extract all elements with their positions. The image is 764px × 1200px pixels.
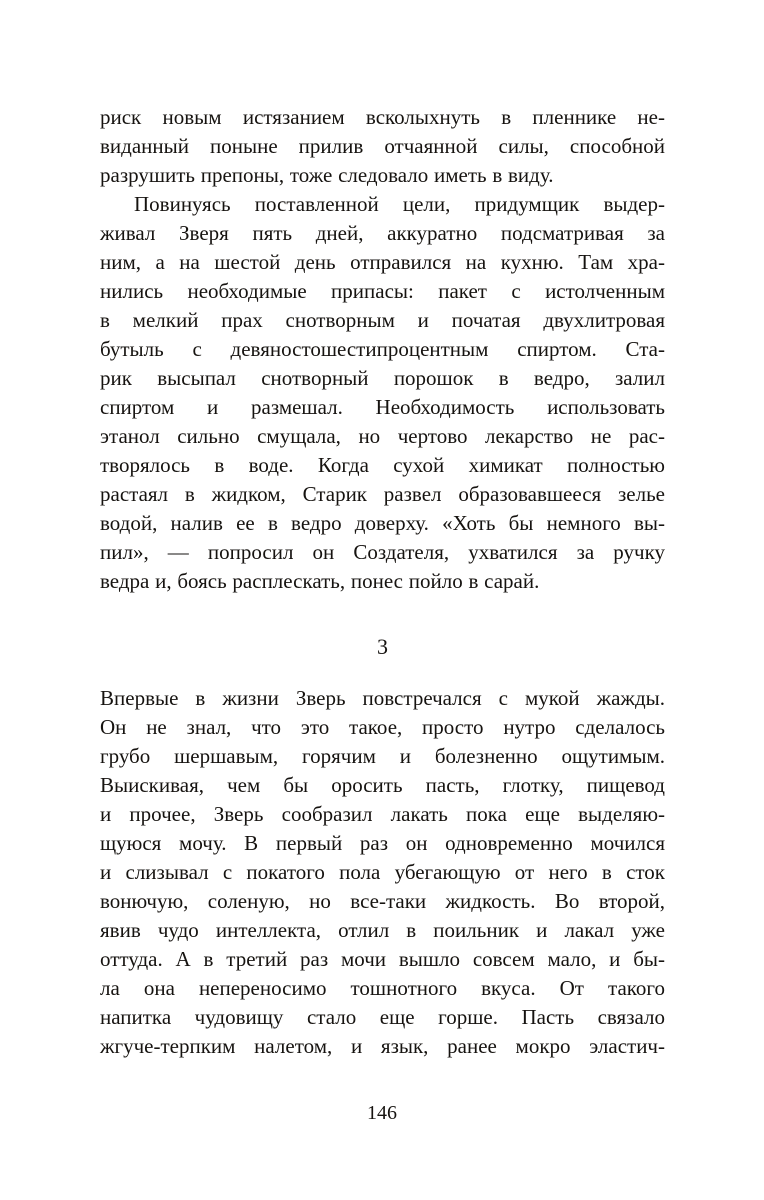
page-text [100, 103, 665, 1061]
text-line: рик высыпал снотворный порошок в ведро, залил [100, 366, 665, 390]
text-line: водой, налив ее в ведро доверху. «Хоть бы немного вы- [100, 511, 665, 535]
text-line: растаял в жидком, Старик развел образовавшееся зелье [100, 482, 665, 506]
text-line: оттуда. А в третий раз мочи вышло совсем мало, и бы- [100, 947, 665, 971]
text-line: и слизывал с покатого пола убегающую от него в сток [100, 860, 665, 884]
text-line: грубо шершавым, горячим и болезненно ощутимым. [100, 744, 665, 768]
text-line: ведра и, боясь расплескать, понес пойло в сарай. [100, 569, 540, 593]
paragraph [100, 190, 665, 596]
text-line: ним, а на шестой день отправился на кухню. Там хра- [100, 250, 665, 274]
text-line: творялось в воде. Когда сухой химикат полностью [100, 453, 665, 477]
text-line: вонючую, соленую, но все-таки жидкость. Во второй, [100, 889, 665, 913]
text-line: ла она непереносимо тошнотного вкуса. От такого [100, 976, 665, 1000]
text-line: виданный поныне прилив отчаянной силы, способной [100, 134, 665, 158]
paragraph [100, 103, 665, 190]
text-line: этанол сильно смущала, но чертово лекарство не рас- [100, 424, 665, 448]
text-line: бутыль с девяностошестипроцентным спиртом. Ста- [100, 337, 665, 361]
text-line: в мелкий прах снотворным и початая двухлитровая [100, 308, 665, 332]
text-line: Впервые в жизни Зверь повстречался с мукой жажды. [100, 686, 665, 710]
text-line: разрушить препоны, тоже следовало иметь в виду. [100, 163, 554, 187]
text-line: напитка чудовищу стало еще горше. Пасть связало [100, 1005, 665, 1029]
text-line: спиртом и размешал. Необходимость использовать [100, 395, 665, 419]
text-line: Он не знал, что это такое, просто нутро сделалось [100, 715, 665, 739]
text-line: нились необходимые припасы: пакет с истолченным [100, 279, 665, 303]
chapter-number: 3 [377, 634, 388, 659]
text-line: живал Зверя пять дней, аккуратно подсматривая за [100, 221, 665, 245]
text-line: и прочее, Зверь сообразил лакать пока еще выделяю- [100, 802, 665, 826]
text-line: жгуче-терпким налетом, и язык, ранее мокро эластич- [100, 1034, 665, 1058]
page-number: 146 [367, 1102, 397, 1124]
text-line: Повинуясь поставленной цели, придумщик выдер- [134, 192, 665, 216]
text-line: щуюся мочу. В первый раз он одновременно мочился [100, 831, 665, 855]
text-line: пил», — попросил он Создателя, ухватился за ручку [100, 540, 665, 564]
text-line: риск новым истязанием всколыхнуть в пленнике не- [100, 105, 665, 129]
text-line: Выискивая, чем бы оросить пасть, глотку, пищевод [100, 773, 665, 797]
paragraph [100, 684, 665, 1061]
text-line: явив чудо интеллекта, отлил в поильник и лакал уже [100, 918, 665, 942]
